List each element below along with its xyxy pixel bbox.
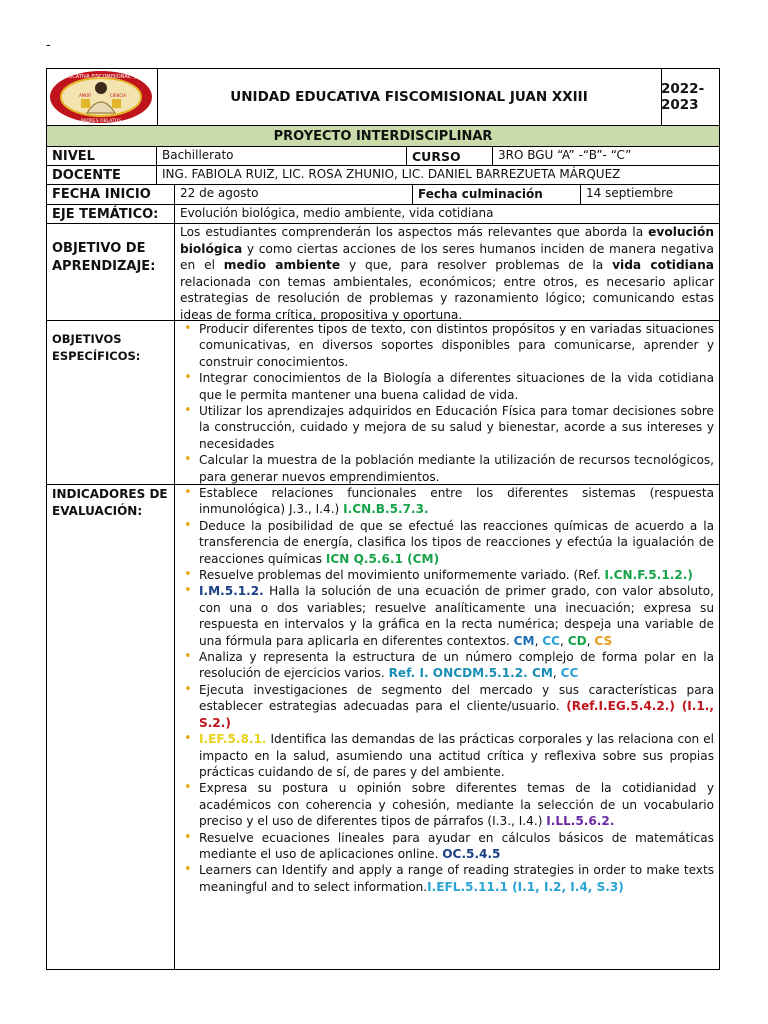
indicador-tag-cc: CC bbox=[560, 666, 579, 681]
especificos-list bbox=[175, 321, 719, 484]
indicador-tag-cs: CS bbox=[594, 633, 613, 648]
objetivo-bold-2: medio ambiente bbox=[223, 258, 341, 273]
fecha-inicio-value: 22 de agosto bbox=[175, 185, 413, 204]
row-docente bbox=[47, 166, 719, 185]
row-fechas bbox=[47, 185, 719, 205]
indicador-item bbox=[180, 830, 714, 863]
indicador-text: Resuelve ecuaciones lineales para ayudar en cálculos básicos de matemáticas mediante el uso de aplicaciones online. bbox=[199, 830, 714, 861]
objetivo-part-3: y que, para resolver problemas de la bbox=[340, 258, 613, 273]
logo-arc-text: UNIDAD EDUCATIVA FISCOMISIONAL "JUAN XXIII" bbox=[47, 74, 157, 80]
row-nivel bbox=[47, 147, 719, 166]
objetivo-label: OBJETIVO DE APRENDIZAJE: bbox=[47, 224, 175, 320]
fecha-inicio-label: FECHA INICIO bbox=[47, 185, 175, 204]
indicador-tag-cm: CM bbox=[513, 633, 535, 648]
nivel-label: NIVEL bbox=[47, 147, 157, 165]
indicador-text: Analiza y representa la estructura de un número complejo de forma polar en la resolución de ejercicios varios. bbox=[199, 650, 714, 681]
indicador-code: I.EF.5.8.1. bbox=[199, 732, 267, 747]
especifico-item: • Producir diferentes tipos de texto, con distintos propósitos y en variadas situaciones comunicativas, en diversos soportes disponibles para comunicarse, aprender y construir conocimientos. bbox=[180, 321, 714, 370]
indicador-code: (Ref.I.EG.5.4.2.) (I.1., S.2.) bbox=[199, 699, 714, 730]
indicador-text: Deduce la posibilidad de que se efectué las reacciones químicas de acuerdo a la transferencia de energía, clasifica los tipos de reacciones y efectúa la igualación de reacciones químicas bbox=[199, 518, 714, 566]
row-indicadores bbox=[47, 485, 719, 969]
indicador-text: Expresa su postura u opinión sobre diferentes temas de la cotidianidad y académicos con coherencia y cohesión, mediante la selección de un vocabulario preciso y el uso de diferentes tipos de párrafos (I.3., I.4.) bbox=[199, 781, 714, 829]
indicador-text: Halla la solución de una ecuación de primer grado, con valor absoluto, con una o dos variables; resuelve analíticamente una inecuación; expresa su respuesta en intervalos y la gráfica en la recta numérica; despeja una variable de una fórmula para aplicarla en diferentes contextos. bbox=[199, 584, 714, 648]
docente-value: ING. FABIOLA RUIZ, LIC. ROSA ZHUNIO, LIC. DANIEL BARREZUETA MÁRQUEZ bbox=[162, 167, 621, 181]
especificos-label: OBJETIVOS ESPECÍFICOS: bbox=[47, 321, 175, 484]
especifico-item: • Integrar conocimientos de la Biología a diferentes situaciones de la vida cotidiana que le permita mantener una buena calidad de vida. bbox=[180, 370, 714, 403]
school-seal-icon bbox=[47, 69, 157, 125]
indicador-sep: , bbox=[552, 666, 561, 681]
school-year: 2022- 2023 bbox=[661, 81, 705, 113]
indicador-tag-cc: CC bbox=[542, 633, 561, 648]
especifico-item: • Calcular la muestra de la población mediante la utilización de recursos tecnológicos, para generar nuevos emprendimientos. bbox=[180, 452, 714, 485]
header-table bbox=[46, 68, 720, 126]
indicador-code: Ref. I. ONCDM.5.1.2. CM bbox=[388, 666, 553, 681]
indicador-item bbox=[180, 780, 714, 829]
objetivo-part-1: Los estudiantes comprenderán los aspectos más relevantes que aborda la bbox=[180, 225, 649, 239]
indicador-code: I.CN.B.5.7.3. bbox=[343, 502, 429, 517]
indicadores-list bbox=[175, 485, 719, 969]
fecha-culminacion-label: Fecha culminación bbox=[413, 185, 581, 204]
row-objetivo bbox=[47, 224, 719, 321]
objetivo-part-2: y como ciertas acciones de los seres humanos inciden de manera negativa en el bbox=[180, 241, 714, 273]
logo-word-amor: AMOR bbox=[78, 93, 92, 98]
fecha-culminacion-value: 14 septiembre bbox=[586, 186, 674, 200]
indicador-sep: , bbox=[534, 633, 543, 648]
row-especificos bbox=[47, 321, 719, 485]
school-logo bbox=[47, 69, 158, 125]
indicador-text: Identifica las demandas de las prácticas corporales y las relaciona con el impacto en la salud, asumiendo una actitud crítica y reflexiva sobre sus propias prácticas cuidando de sí, de pares y del ambiente. bbox=[199, 732, 714, 779]
indicador-code: I.CN.F.5.1.2.) bbox=[604, 568, 693, 583]
indicador-code: I.LL.5.6.2. bbox=[546, 814, 615, 829]
objetivo-part-4: relacionada con temas ambientales, económicos; entre otros, es necesario aplicar estrategias de resolución de problemas y razonamiento lógico; comunicando estas ideas de forma crítica, propositiva y oportuna. bbox=[180, 274, 714, 322]
indicador-item bbox=[180, 567, 714, 583]
indicador-sep: , bbox=[560, 633, 568, 648]
indicador-text: Resuelve problemas del movimiento uniformemente variado. (Ref. bbox=[199, 568, 605, 583]
indicador-text: Establece relaciones funcionales entre los diferentes sistemas (respuesta inmunológica) J.3., I.4.) bbox=[199, 486, 714, 517]
eje-value: Evolución biológica, medio ambiente, vida cotidiana bbox=[180, 206, 494, 220]
row-eje bbox=[47, 205, 719, 224]
school-name: UNIDAD EDUCATIVA FISCOMISIONAL JUAN XXIII bbox=[157, 69, 662, 125]
indicador-item bbox=[180, 583, 714, 649]
indicador-item bbox=[180, 518, 714, 567]
logo-word-ciencia: CIENCIA bbox=[109, 93, 127, 98]
indicador-item bbox=[180, 682, 714, 731]
page-mark: - bbox=[46, 36, 51, 52]
objetivo-text bbox=[175, 224, 719, 320]
docente-label: DOCENTE bbox=[47, 166, 157, 184]
indicador-code: OC.5.4.5 bbox=[442, 846, 501, 861]
nivel-value: Bachillerato bbox=[157, 147, 407, 165]
indicadores-label: INDICADORES DE EVALUACIÓN: bbox=[47, 485, 175, 969]
especifico-item: • Utilizar los aprendizajes adquiridos en Educación Física para tomar decisiones sobre la construcción, cuidado y mejora de su salud y bienestar, acorde a sus intereses y necesidades bbox=[180, 403, 714, 452]
indicador-text: Ejecuta investigaciones de segmento del mercado y sus características para establecer estrategias adecuadas para el cliente/usuario. bbox=[199, 682, 714, 714]
indicador-sep: , bbox=[586, 633, 595, 648]
project-table bbox=[46, 125, 720, 970]
indicador-code: I.M.5.1.2. bbox=[199, 584, 264, 599]
indicador-item bbox=[180, 649, 714, 682]
objetivo-bold-1: evolución biológica bbox=[180, 225, 714, 256]
project-title: PROYECTO INTERDISCIPLINAR bbox=[47, 126, 719, 147]
indicador-code: I.EFL.5.11.1 (I.1, I.2, I.4, S.3) bbox=[427, 879, 624, 894]
indicador-code: ICN Q.5.6.1 (CM) bbox=[325, 551, 440, 566]
indicador-text: Learners can Identify and apply a range of reading strategies in order to make texts meaningful and to select information. bbox=[199, 863, 714, 894]
indicador-item bbox=[180, 731, 714, 780]
indicador-item bbox=[180, 485, 714, 518]
objetivo-bold-3: vida cotidiana bbox=[612, 258, 714, 273]
logo-bottom-text: PADRES OBLATOS bbox=[80, 119, 122, 124]
curso-label: CURSO bbox=[407, 147, 493, 165]
indicador-item bbox=[180, 862, 714, 895]
curso-value: 3RO BGU “A” -“B”- “C” bbox=[498, 148, 632, 162]
indicador-tag-cd: CD bbox=[567, 633, 587, 648]
eje-label: EJE TEMÁTICO: bbox=[47, 205, 175, 223]
